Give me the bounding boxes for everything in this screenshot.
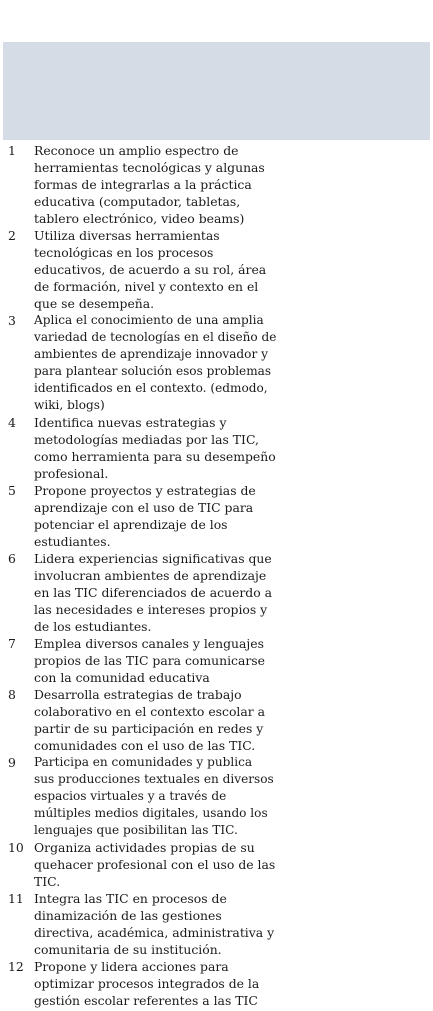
item-number: 8 (8, 687, 16, 702)
item-text: Identifica nuevas estrategias y metodologías mediadas por las TIC, como herramienta para su desempeño profesional. (34, 415, 276, 481)
item-number: 11 (8, 891, 24, 906)
list-item (0, 312, 433, 414)
item-number: 9 (8, 755, 16, 770)
list-item (0, 890, 433, 958)
list-item (0, 958, 433, 1009)
item-text: Emplea diversos canales y lenguajes propios de las TIC para comunicarse con la comunidad educativa (34, 636, 265, 685)
competency-list (0, 142, 433, 1009)
item-number: 10 (8, 840, 24, 855)
list-item (0, 414, 433, 482)
item-number: 3 (8, 313, 16, 328)
list-item (0, 635, 433, 686)
item-number: 5 (8, 483, 16, 498)
item-text: Lidera experiencias significativas que involucran ambientes de aprendizaje en las TIC diferenciados de acuerdo a las necesidades e intereses propios y de los estudiantes. (34, 551, 272, 634)
list-item (0, 686, 433, 754)
item-text: Propone y lidera acciones para optimizar procesos integrados de la gestión escolar referentes a las TIC (34, 959, 260, 1008)
item-text: Utiliza diversas herramientas tecnológicas en los procesos educativos, de acuerdo a su rol, área de formación, nivel y contexto en el que se desempeña. (34, 228, 267, 311)
item-number: 2 (8, 228, 16, 243)
list-item (0, 754, 433, 839)
item-text: Organiza actividades propias de su quehacer profesional con el uso de las TIC. (34, 840, 276, 889)
item-text: Aplica el conocimiento de una amplia variedad de tecnologías en el diseño de ambientes de aprendizaje innovador y para plantear solución esos problemas identificados en el contexto. (edmodo, wiki, blogs) (34, 313, 277, 412)
list-item (0, 482, 433, 550)
item-text: Propone proyectos y estrategias de aprendizaje con el uso de TIC para potenciar el aprendizaje de los estudiantes. (34, 483, 256, 549)
list-item (0, 550, 433, 635)
item-number: 12 (8, 959, 24, 974)
list-item (0, 227, 433, 312)
item-text: Participa en comunidades y publica sus producciones textuales en diversos espacios virtuales y a través de múltiples medios digitales, usando los lenguajes que posibilitan las TIC. (34, 755, 274, 837)
item-text: Desarrolla estrategias de trabajo colaborativo en el contexto escolar a partir de su participación en redes y comunidades con el uso de las TIC. (34, 687, 266, 753)
item-number: 7 (8, 636, 16, 651)
list-item (0, 839, 433, 890)
item-text: Integra las TIC en procesos de dinamización de las gestiones directiva, académica, administrativa y comunitaria de su institución. (34, 891, 275, 957)
item-text: Reconoce un amplio espectro de herramientas tecnológicas y algunas formas de integrarlas a la práctica educativa (computador, tabletas, tablero electrónico, video beams) (34, 143, 265, 226)
list-item (0, 142, 433, 227)
table-header-band (3, 42, 430, 140)
item-number: 1 (8, 143, 16, 158)
item-number: 4 (8, 415, 16, 430)
item-number: 6 (8, 551, 16, 566)
